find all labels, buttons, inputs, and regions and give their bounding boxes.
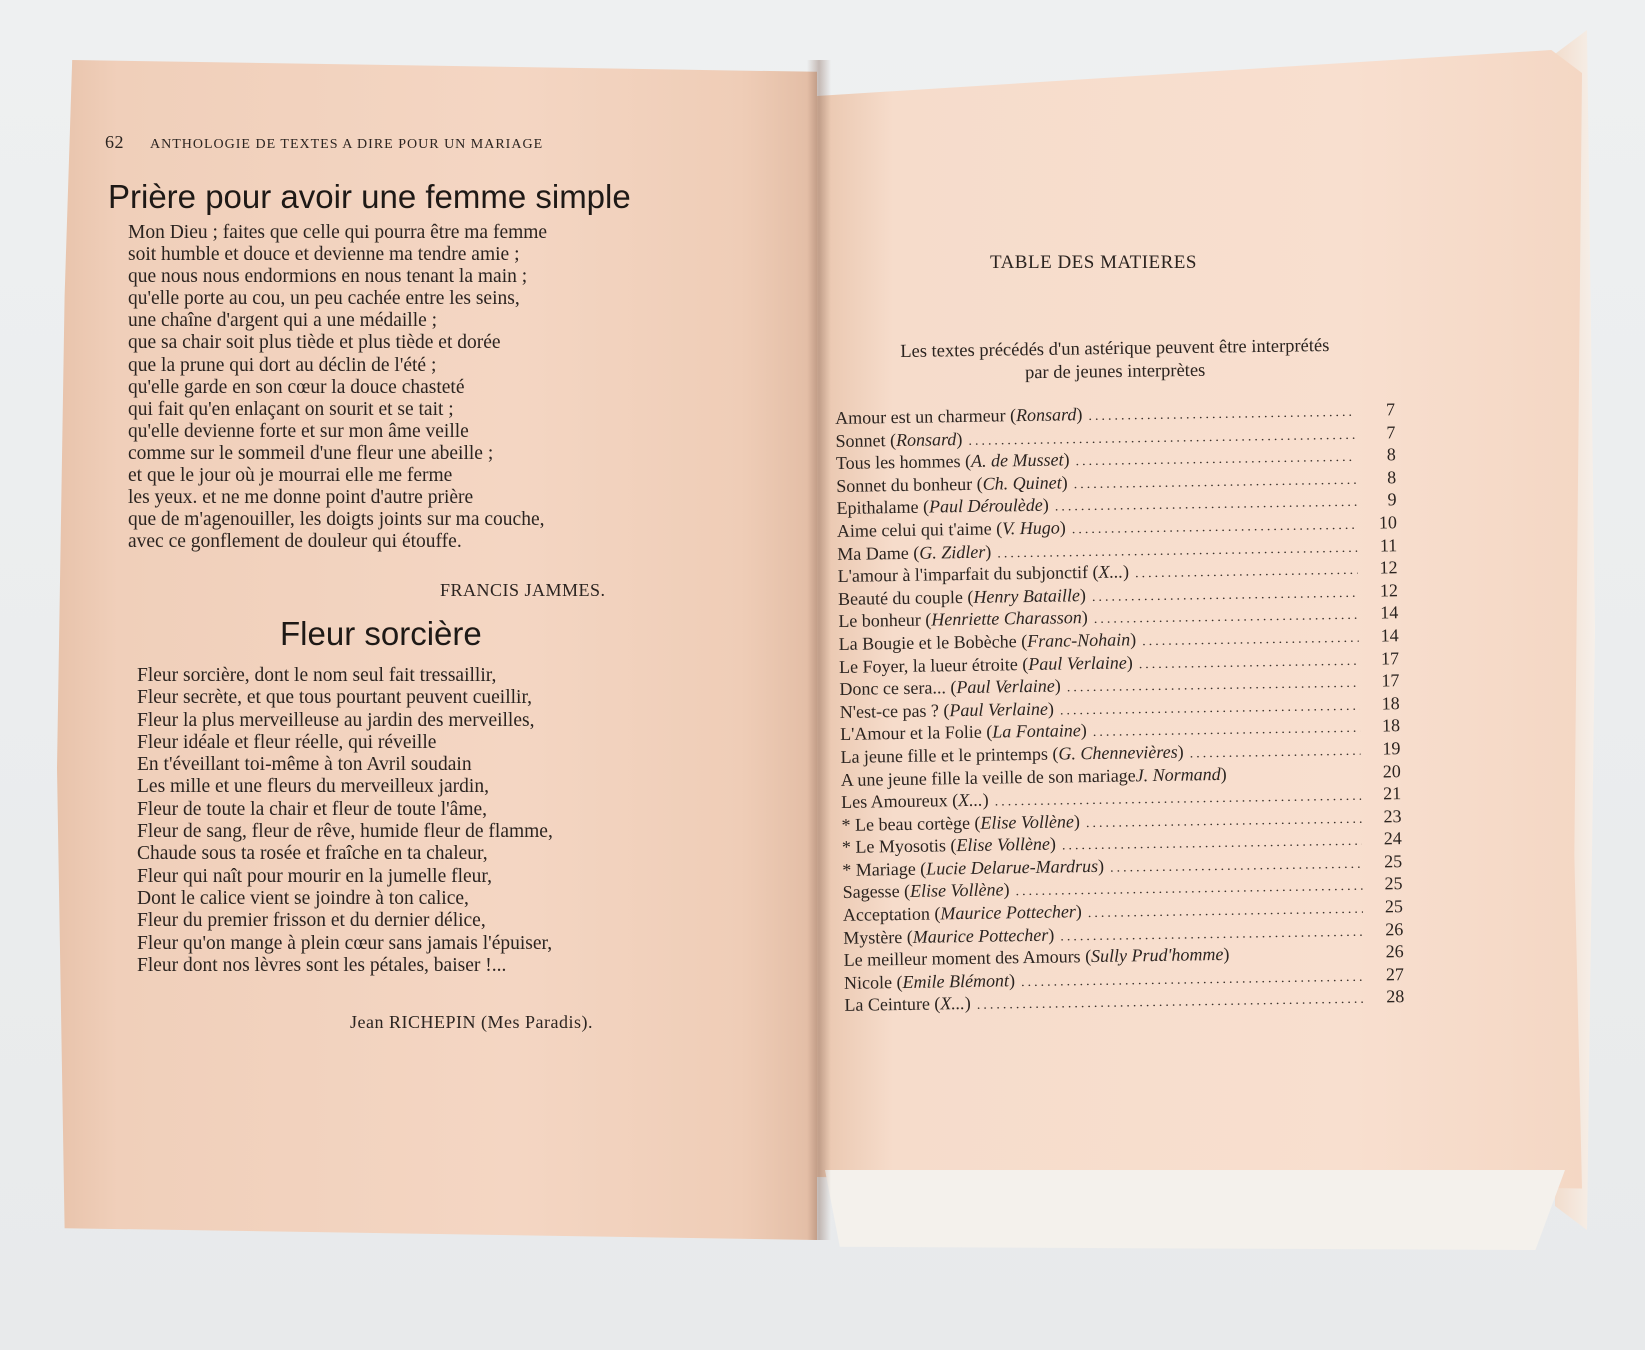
toc-entry-title: [841, 811, 1080, 836]
poem-line: avec ce gonflement de douleur qui étouffe.: [128, 531, 462, 553]
toc-entry-text: Sonnet (: [835, 429, 897, 451]
toc-entry-title: [837, 541, 991, 564]
poem-line: et que le jour où je mourrai elle me ferme: [128, 465, 453, 487]
running-title: ANTHOLOGIE DE TEXTES A DIRE POUR UN MARIAGE: [150, 137, 544, 152]
running-head: [105, 132, 665, 153]
poem-fleur-sorciere: [137, 665, 553, 977]
toc-entry-text: Sagesse (: [842, 881, 911, 903]
toc-entry-author: Ch. Quinet: [982, 472, 1062, 494]
toc-entry-text: Le Foyer, la lueur étroite (: [838, 653, 1029, 677]
toc-entry-text: Amour est un charmeur (: [835, 405, 1017, 428]
toc-entry-close: ): [956, 428, 963, 449]
toc-entry-author: La Fontaine: [992, 720, 1081, 742]
poem-title-priere: Prière pour avoir une femme simple: [108, 178, 631, 215]
poem-line: Mon Dieu ; faites que celle qui pourra être ma femme: [128, 222, 548, 243]
toc-entry-close: ): [1177, 741, 1184, 762]
toc-page-number: 19: [1382, 738, 1401, 759]
toc-entry-author: G. Chennevières: [1058, 741, 1178, 764]
toc-entry-text: Ma Dame (: [837, 542, 920, 564]
toc-entry-title: [844, 993, 971, 1016]
toc-entry-author: Henriette Charasson: [931, 607, 1082, 630]
toc-page-number: 12: [1379, 557, 1398, 578]
toc-entry-title: [838, 607, 1088, 632]
poem-line: qui fait qu'en enlaçant on sourit et se tait ;: [128, 398, 454, 420]
toc-entry-text: L'Amour et la Folie (: [839, 721, 993, 745]
toc-entry-title: [835, 404, 1083, 429]
poem-line: qu'elle garde en son cœur la douce chasteté: [128, 376, 465, 398]
toc-entry-close: ): [1076, 404, 1083, 425]
toc-entry-title: [836, 495, 1049, 519]
toc-entry-author: Elise Vollène: [980, 810, 1075, 833]
toc-entry-text: * Mariage (: [842, 858, 927, 880]
toc-list: [835, 399, 1405, 1018]
poem-line: Fleur de sang, fleur de rêve, humide fleur de flamme,: [137, 821, 553, 843]
toc-page-number: 12: [1379, 579, 1399, 601]
toc-entry-close: ): [1079, 584, 1087, 605]
poem-line: que la prune qui dort au déclin de l'été ;: [128, 354, 437, 376]
toc-page-number: 7: [1386, 421, 1396, 442]
toc-entry-text: * Le Myosotis (: [841, 835, 957, 858]
toc-entry-close: ): [1126, 651, 1133, 672]
toc-entry-author: X...: [958, 789, 983, 811]
toc-entry-text: Le meilleur moment des Amours (: [843, 946, 1092, 971]
toc-page-number: 11: [1379, 534, 1398, 556]
poem-line: Fleur idéale et fleur réelle, qui réveille: [137, 731, 437, 753]
toc-page-number: 14: [1380, 602, 1399, 623]
toc-page-number: 18: [1381, 715, 1401, 736]
page-number: 62: [105, 132, 124, 152]
toc-entry-title: [837, 562, 1129, 588]
toc-leader-dots: [1094, 608, 1359, 628]
toc-title: TABLE DES MATIERES: [990, 252, 1197, 273]
poem-line: Fleur qu'on mange à plein cœur sans jamais l'épuiser,: [137, 932, 553, 954]
toc-page-number: 23: [1383, 805, 1402, 827]
toc-page-number: 10: [1378, 512, 1398, 533]
poem-line: Dont le calice vient se joindre à ton calice,: [137, 887, 469, 909]
poem-line: Fleur secrète, et que tous pourtant peuvent cueillir,: [137, 687, 533, 709]
toc-leader-dots: [1110, 857, 1362, 877]
toc-entry-text: N'est-ce pas ? (: [839, 699, 950, 722]
toc-entry-author: X...: [1098, 561, 1124, 583]
toc-leader-dots: [1139, 653, 1360, 672]
poem-signature-richepin: Jean RICHEPIN (Mes Paradis).: [350, 1012, 593, 1032]
toc-entry-text: Mystère (: [843, 926, 913, 948]
toc-entry-text: La Ceinture (: [844, 993, 941, 1016]
toc-entry-title: [842, 856, 1104, 881]
bottom-page-edges: [825, 1170, 1565, 1250]
toc-entry-title: [843, 901, 1082, 926]
toc-entry-close: ): [1097, 855, 1105, 876]
toc-page-number: 24: [1383, 828, 1402, 849]
toc-page-number: 17: [1381, 670, 1400, 691]
toc-entry-author: Sully Prud'homme: [1090, 944, 1224, 967]
toc-entry-text: Les Amoureux (: [841, 790, 959, 813]
poem-line: Chaude sous ta rosée et fraîche en ta chaleur,: [137, 843, 488, 865]
toc-entry-author: Elise Vollène: [956, 833, 1051, 856]
poem-line: Fleur du premier frisson et du dernier délice,: [137, 910, 486, 932]
toc-entry-text: La jeune fille et le printemps (: [840, 743, 1059, 767]
toc-entry-title: [844, 970, 1015, 994]
toc-page-number: 25: [1384, 896, 1404, 917]
toc-entry-author: Maurice Pottecher: [912, 924, 1049, 947]
toc-entry-close: ): [1061, 472, 1068, 493]
toc-entry-close: ): [1223, 944, 1230, 965]
toc-entry-title: [840, 720, 1087, 745]
toc-entry-text: Beauté du couple (: [837, 586, 974, 609]
toc-entry-close: ): [1063, 449, 1070, 470]
toc-entry-title: [836, 472, 1068, 497]
poem-line: Fleur dont nos lèvres sont les pétales, baiser !...: [137, 954, 507, 976]
toc-page-number: 18: [1381, 692, 1400, 714]
toc-entry-author: Paul Verlaine: [949, 698, 1049, 720]
toc-entry-title: [835, 429, 962, 452]
toc-page-number: 7: [1385, 399, 1396, 420]
toc-entry-author: Paul Verlaine: [956, 675, 1055, 698]
toc-entry-author: Franc-Nohain: [1026, 629, 1131, 651]
toc-entry-text: * Le beau cortège (: [841, 812, 981, 835]
toc-entry-title: [838, 585, 1086, 610]
poem-line: les yeux. et ne me donne point d'autre prière: [128, 487, 474, 509]
toc-page-number: 8: [1386, 466, 1397, 488]
toc-entry-text: Aime celui qui t'aime (: [836, 518, 1003, 541]
toc-entry-close: ): [1048, 924, 1055, 945]
toc-entry-text: L'amour à l'imparfait du subjonctif (: [837, 562, 1099, 587]
toc-entry-close: ): [1042, 495, 1049, 516]
toc-entry-author: J. Normand: [1135, 763, 1221, 785]
poem-line: En t'éveillant toi-même à ton Avril soudain: [137, 754, 472, 776]
toc-entry-author: Elise Vollène: [909, 879, 1004, 902]
toc-entry-author: Henry Bataille: [973, 584, 1081, 607]
toc-entry-author: Maurice Pottecher: [940, 901, 1076, 924]
poem-line: que de m'agenouiller, les doigts joints sur ma couche,: [128, 509, 545, 531]
toc-entry-text: La Bougie et le Bobèche (: [838, 630, 1028, 654]
toc-entry-close: ): [1081, 607, 1088, 628]
toc-entry-close: ): [985, 541, 992, 562]
toc-entry-close: ): [1008, 970, 1016, 991]
toc-page-number: 26: [1385, 918, 1404, 940]
toc-entry-author: G. Zidler: [919, 541, 986, 563]
toc-entry-close: ): [1003, 879, 1010, 900]
toc-entry-title: [837, 517, 1066, 542]
poem-line: que sa chair soit plus tiède et plus tiède et dorée: [128, 332, 501, 354]
toc-entry-close: ): [964, 993, 971, 1014]
toc-entry-close: ): [1073, 810, 1081, 831]
toc-entry-author: X...: [940, 993, 965, 1014]
toc-entry-text: Nicole (: [843, 971, 903, 993]
toc-leader-dots: [1093, 721, 1360, 741]
toc-entry-text: A une jeune fille la veille de son mariage: [840, 764, 1136, 790]
poem-line: qu'elle devienne forte et sur mon âme veille: [128, 420, 469, 442]
poem-line: comme sur le sommeil d'une fleur une abeille ;: [128, 442, 494, 464]
poem-signature-jammes: FRANCIS JAMMES.: [440, 580, 606, 600]
toc-entry-text: Donc ce sera... (: [839, 677, 957, 700]
toc-entry-close: ): [1049, 833, 1057, 854]
toc-entry-author: Emile Blémont: [902, 970, 1010, 992]
poem-line: Fleur qui naît pour mourir en la jumelle fleur,: [137, 865, 492, 887]
toc-entry-close: ): [982, 789, 989, 810]
toc-entry-author: Paul Déroulède: [928, 495, 1043, 517]
toc-entry-text: Epithalame (: [836, 496, 930, 519]
toc-page-number: 9: [1387, 489, 1397, 510]
toc-entry-author: Paul Verlaine: [1028, 651, 1127, 674]
toc-page-number: 27: [1385, 963, 1405, 985]
toc-entry-text: Sonnet du bonheur (: [836, 473, 983, 496]
poem-priere: [128, 222, 547, 553]
toc-leader-dots: [1092, 586, 1358, 606]
toc-entry-title: [839, 652, 1133, 678]
toc-entry-author: A. de Musset: [970, 449, 1064, 472]
toc-leader-dots: [1088, 405, 1355, 425]
toc-page-number: 25: [1384, 851, 1403, 872]
toc-entry-text: Tous les hommes (: [835, 451, 972, 474]
poem-line: qu'elle porte au cou, un peu cachée entre les seins,: [128, 288, 520, 310]
poem-line: Fleur de toute la chair et fleur de toute l'âme,: [137, 798, 488, 820]
poem-line: une chaîne d'argent qui a une médaille ;: [128, 310, 438, 332]
toc-entry-close: ): [1054, 675, 1061, 696]
toc-page-number: 21: [1382, 783, 1402, 804]
poem-line: Fleur sorcière, dont le nom seul fait tressaillir,: [137, 665, 497, 686]
poem-line: soit humble et douce et devienne ma tendre amie ;: [128, 244, 520, 266]
toc-entry-title: [842, 880, 1009, 904]
toc-entry-text: Acceptation (: [842, 903, 941, 925]
toc-page-number: 14: [1380, 625, 1399, 646]
toc-page-number: 25: [1384, 873, 1403, 894]
toc-entry-title: [836, 450, 1070, 475]
toc-entry-close: ): [1220, 763, 1227, 784]
toc-entry-author: Ronsard: [1015, 404, 1077, 426]
toc-entry-close: ): [1122, 561, 1130, 582]
toc-entry-title: [839, 629, 1137, 655]
toc-leader-dots: [1142, 631, 1359, 650]
toc-entry-title: [842, 834, 1056, 858]
poem-line: Fleur la plus merveilleuse au jardin des merveilles,: [137, 709, 535, 731]
toc-entry-author: Lucie Delarue-Mardrus: [926, 855, 1099, 879]
toc-entry-close: ): [1059, 517, 1066, 538]
poem-title-fleur-sorciere: Fleur sorcière: [280, 615, 482, 652]
toc-entry-title: [839, 676, 1061, 700]
toc-entry-title: [843, 924, 1054, 948]
toc-entry-author: Ronsard: [895, 428, 957, 450]
toc-leader-dots: [1190, 744, 1361, 763]
poem-line: Les mille et une fleurs du merveilleux jardin,: [137, 776, 489, 798]
toc-entry-text: Le bonheur (: [838, 609, 932, 632]
toc-page-number: 8: [1386, 444, 1396, 465]
toc-page-number: 20: [1382, 760, 1401, 781]
toc-entry-close: ): [1129, 629, 1137, 650]
toc-note: [830, 334, 1401, 388]
toc-page-number: 17: [1380, 647, 1400, 668]
toc-leader-dots: [1135, 563, 1358, 582]
toc-entry-title: [841, 790, 989, 813]
toc-note-line: par de jeunes interprètes: [1024, 360, 1206, 384]
poem-line: que nous nous endormions en nous tenant la main ;: [128, 266, 528, 288]
toc-note-line: Les textes précédés d'un astérique peuvent être interprétés: [900, 336, 1330, 362]
toc-entry-author: V. Hugo: [1001, 517, 1060, 539]
toc-entry-close: ): [1075, 901, 1082, 922]
toc-entry-close: ): [1080, 720, 1087, 741]
toc-page-number: 28: [1386, 986, 1405, 1007]
toc-page-number: 26: [1385, 941, 1404, 962]
toc-entry-title: [840, 698, 1054, 722]
book-spine: [807, 60, 831, 1240]
toc-entry-close: ): [1047, 698, 1055, 719]
